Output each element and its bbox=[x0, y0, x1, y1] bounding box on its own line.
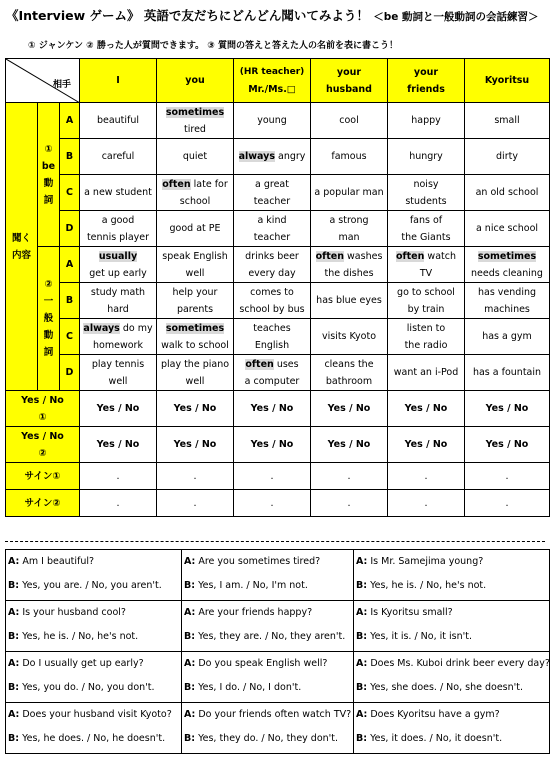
signature-cell[interactable]: . bbox=[157, 490, 234, 517]
worksheet-header bbox=[0, 0, 553, 58]
signature-label: サイン② bbox=[6, 490, 80, 517]
dialogue-cell bbox=[6, 550, 182, 601]
general-verb-group bbox=[38, 247, 60, 391]
column-header-line1: you bbox=[185, 75, 205, 86]
cell-text: drinks beer every day bbox=[245, 250, 299, 279]
dialogue-answer bbox=[184, 580, 351, 591]
signature-cell[interactable]: . bbox=[311, 490, 388, 517]
be-row bbox=[6, 175, 550, 211]
title-main: 《Interview ゲーム》 英語で友だちにどんどん聞いてみよう！ bbox=[6, 8, 369, 23]
answer-text: Yes, you are. / No, you aren't. bbox=[22, 580, 162, 591]
row-letter: B bbox=[60, 139, 80, 175]
answer-cell bbox=[311, 103, 388, 139]
answer-cell bbox=[388, 103, 465, 139]
cell-text: help your parents bbox=[172, 286, 218, 315]
speaker-b: B: bbox=[8, 580, 20, 591]
cell-text: dirty bbox=[496, 151, 518, 162]
dialogue-table bbox=[5, 549, 550, 754]
answer-cell bbox=[465, 319, 550, 355]
answer-cell bbox=[311, 175, 388, 211]
dialogue-cell bbox=[182, 703, 354, 754]
column-header-line2: husband bbox=[326, 83, 372, 95]
question-text: Do you speak English well? bbox=[198, 658, 328, 669]
cell-text: quiet bbox=[182, 151, 208, 162]
dialogue-answer bbox=[8, 631, 179, 642]
answer-text: Yes, he does. / No, he doesn't. bbox=[22, 733, 166, 744]
dialogue-question bbox=[184, 607, 351, 618]
cell-text: watch TV bbox=[419, 250, 456, 279]
dialogue-question bbox=[356, 658, 550, 669]
cell-text: play the piano well bbox=[160, 358, 230, 387]
cell-text: play tennis well bbox=[91, 358, 145, 387]
speaker-b: B: bbox=[184, 631, 196, 642]
row-letter: A bbox=[60, 103, 80, 139]
answer-cell bbox=[157, 103, 234, 139]
row-letter: A bbox=[60, 247, 80, 283]
dialogue-cell bbox=[182, 550, 354, 601]
question-text: Are you sometimes tired? bbox=[198, 556, 321, 567]
cell-text: careful bbox=[101, 151, 135, 162]
answer-cell bbox=[311, 211, 388, 247]
answer-text: Yes, you do. / No, you don't. bbox=[22, 682, 155, 693]
cell-text: fans of the Giants bbox=[401, 214, 451, 243]
cell-text: famous bbox=[331, 151, 367, 162]
be-row bbox=[6, 211, 550, 247]
answer-cell bbox=[388, 355, 465, 391]
frequency-adverb: sometimes bbox=[165, 322, 225, 334]
column-header-line2: friends bbox=[407, 83, 445, 95]
speaker-b: B: bbox=[8, 682, 20, 693]
worksheet-title bbox=[6, 6, 539, 24]
speaker-b: B: bbox=[356, 580, 368, 591]
ippan-row bbox=[6, 247, 550, 283]
dialogue-question bbox=[356, 709, 547, 720]
answer-text: Yes, they do. / No, they don't. bbox=[198, 733, 339, 744]
answer-cell bbox=[465, 103, 550, 139]
question-text: Is Mr. Samejima young? bbox=[370, 556, 484, 567]
cell-text: comes to school by bus bbox=[239, 286, 305, 315]
question-text: Do your friends often watch TV? bbox=[198, 709, 352, 720]
cell-text: has a fountain bbox=[472, 367, 542, 378]
ippan-row bbox=[6, 283, 550, 319]
signature-cell[interactable]: . bbox=[80, 490, 157, 517]
signature-cell[interactable]: . bbox=[234, 463, 311, 490]
answer-cell bbox=[388, 175, 465, 211]
answer-text: Yes, it is. / No, it isn't. bbox=[370, 631, 472, 642]
cell-text: teaches English bbox=[253, 322, 291, 351]
answer-cell bbox=[80, 247, 157, 283]
cell-text: late for school bbox=[179, 178, 228, 207]
cell-text: small bbox=[494, 115, 520, 126]
answer-cell bbox=[465, 139, 550, 175]
yes-no-cell: Yes / No bbox=[311, 427, 388, 463]
frequency-adverb: sometimes bbox=[477, 250, 537, 262]
header-row bbox=[6, 59, 550, 103]
dialogue-cell bbox=[6, 601, 182, 652]
answer-text: Yes, it does. / No, it doesn't. bbox=[370, 733, 503, 744]
answer-cell bbox=[234, 247, 311, 283]
column-header bbox=[388, 59, 465, 103]
dialogue-question bbox=[8, 556, 179, 567]
answer-cell bbox=[388, 211, 465, 247]
answer-cell bbox=[388, 247, 465, 283]
be-row bbox=[6, 103, 550, 139]
speaker-b: B: bbox=[356, 682, 368, 693]
category-label bbox=[6, 103, 38, 391]
yes-no-cell: Yes / No bbox=[388, 427, 465, 463]
cell-text: go to school by train bbox=[397, 286, 455, 315]
answer-cell bbox=[80, 211, 157, 247]
answer-cell bbox=[157, 319, 234, 355]
yes-no-cell: Yes / No bbox=[465, 427, 550, 463]
answer-cell bbox=[157, 211, 234, 247]
answer-cell bbox=[311, 139, 388, 175]
frequency-adverb: often bbox=[245, 358, 274, 370]
row-letter: C bbox=[60, 175, 80, 211]
answer-text: Yes, he is. / No, he's not. bbox=[22, 631, 139, 642]
cell-text: listen to the radio bbox=[404, 322, 448, 351]
frequency-adverb: often bbox=[315, 250, 345, 262]
cell-text: walk to school bbox=[161, 339, 229, 351]
question-text: Are your friends happy? bbox=[198, 607, 313, 618]
dialogue-question bbox=[8, 709, 179, 720]
question-text: Do I usually get up early? bbox=[22, 658, 144, 669]
speaker-a: A: bbox=[8, 709, 20, 720]
dialogue-question bbox=[8, 607, 179, 618]
answer-cell bbox=[234, 139, 311, 175]
frequency-adverb: always bbox=[83, 322, 120, 334]
signature-cell[interactable]: . bbox=[388, 490, 465, 517]
title-subtitle: ＜be 動詞と一般動詞の会話練習＞ bbox=[373, 11, 539, 23]
dialogue-answer bbox=[8, 580, 179, 591]
speaker-b: B: bbox=[8, 733, 20, 744]
speaker-b: B: bbox=[356, 631, 368, 642]
dialogue-question bbox=[8, 658, 179, 669]
speaker-a: A: bbox=[356, 709, 368, 720]
column-header bbox=[465, 59, 550, 103]
answer-cell bbox=[388, 283, 465, 319]
speaker-b: B: bbox=[184, 580, 196, 591]
dialogue-answer bbox=[184, 682, 351, 693]
dialogue-question bbox=[184, 709, 351, 720]
speaker-a: A: bbox=[184, 658, 196, 669]
frequency-adverb: always bbox=[238, 151, 275, 162]
dialogue-answer bbox=[184, 733, 351, 744]
answer-text: Yes, they are. / No, they aren't. bbox=[198, 631, 346, 642]
group-label-text: ① be 動 詞 bbox=[41, 143, 56, 206]
dialogue-cell bbox=[6, 652, 182, 703]
row-letter: C bbox=[60, 319, 80, 355]
yes-no-cell: Yes / No bbox=[157, 427, 234, 463]
cell-text: tired bbox=[184, 123, 206, 135]
question-text: Does Kyoritsu have a gym? bbox=[370, 709, 500, 720]
yes-no-row bbox=[6, 391, 550, 427]
group-label-text: ② 一 般 動 詞 bbox=[43, 279, 54, 358]
answer-cell bbox=[80, 139, 157, 175]
yes-no-label bbox=[6, 427, 80, 463]
yes-no-cell: Yes / No bbox=[311, 391, 388, 427]
row-letter: D bbox=[60, 211, 80, 247]
dialogue-cell bbox=[354, 703, 550, 754]
column-header-line1: your bbox=[336, 66, 362, 78]
cell-text: has a gym bbox=[482, 331, 532, 342]
answer-cell bbox=[234, 283, 311, 319]
yes-no-cell: Yes / No bbox=[157, 391, 234, 427]
yes-no-cell: Yes / No bbox=[465, 391, 550, 427]
answer-text: Yes, I am. / No, I'm not. bbox=[198, 580, 308, 591]
column-header-line1: (HR teacher) bbox=[239, 67, 305, 77]
dialogue-cell bbox=[354, 601, 550, 652]
yes-no-cell: Yes / No bbox=[388, 391, 465, 427]
question-text: Is Kyoritsu small? bbox=[370, 607, 453, 618]
dialogue-cell bbox=[6, 703, 182, 754]
speaker-b: B: bbox=[356, 733, 368, 744]
answer-cell bbox=[311, 283, 388, 319]
speaker-a: A: bbox=[356, 556, 368, 567]
answer-cell bbox=[311, 319, 388, 355]
signature-cell[interactable]: . bbox=[157, 463, 234, 490]
dialogue-cell bbox=[354, 550, 550, 601]
cell-text: angry bbox=[275, 151, 306, 162]
answer-cell bbox=[465, 175, 550, 211]
speaker-a: A: bbox=[184, 709, 196, 720]
answer-cell bbox=[234, 103, 311, 139]
cell-text: needs cleaning bbox=[471, 267, 543, 279]
speaker-a: A: bbox=[356, 658, 368, 669]
signature-row bbox=[6, 490, 550, 517]
answer-text: Yes, she does. / No, she doesn't. bbox=[370, 682, 523, 693]
signature-cell[interactable]: . bbox=[388, 463, 465, 490]
dialogue-cell bbox=[182, 601, 354, 652]
yes-no-cell: Yes / No bbox=[234, 391, 311, 427]
speaker-a: A: bbox=[8, 607, 20, 618]
signature-row bbox=[6, 463, 550, 490]
speaker-b: B: bbox=[184, 733, 196, 744]
speaker-a: A: bbox=[184, 607, 196, 618]
speaker-a: A: bbox=[8, 556, 20, 567]
column-header-line2: Mr./Ms.□ bbox=[248, 84, 296, 95]
answer-cell bbox=[311, 355, 388, 391]
answer-cell bbox=[465, 247, 550, 283]
answer-cell bbox=[234, 355, 311, 391]
cell-text: a popular man bbox=[314, 187, 384, 198]
column-header bbox=[157, 59, 234, 103]
answer-cell bbox=[388, 139, 465, 175]
cell-text: has blue eyes bbox=[316, 295, 382, 306]
answer-text: Yes, he is. / No, he's not. bbox=[370, 580, 487, 591]
yes-no-cell: Yes / No bbox=[80, 427, 157, 463]
signature-cell[interactable]: . bbox=[465, 463, 550, 490]
be-verb-group bbox=[38, 103, 60, 247]
speaker-a: A: bbox=[8, 658, 20, 669]
answer-cell bbox=[157, 247, 234, 283]
cell-text: cool bbox=[339, 115, 359, 126]
cell-text: cleans the bathroom bbox=[324, 358, 374, 387]
signature-label: サイン① bbox=[6, 463, 80, 490]
column-header-line1: I bbox=[116, 75, 120, 86]
answer-cell bbox=[234, 319, 311, 355]
cell-text: get up early bbox=[89, 267, 147, 279]
dialogue-answer bbox=[184, 631, 351, 642]
dialogue-answer bbox=[356, 580, 547, 591]
cell-text: study math hard bbox=[90, 286, 146, 315]
be-row bbox=[6, 139, 550, 175]
yes-no-cell: Yes / No bbox=[234, 427, 311, 463]
corner-label: 相手 bbox=[52, 80, 71, 90]
answer-cell bbox=[80, 355, 157, 391]
signature-cell[interactable]: . bbox=[234, 490, 311, 517]
answer-cell bbox=[234, 211, 311, 247]
dialogue-answer bbox=[8, 733, 179, 744]
question-text: Does your husband visit Kyoto? bbox=[22, 709, 172, 720]
category-label-text: 聞く 内容 bbox=[11, 232, 31, 261]
cut-line bbox=[5, 541, 545, 542]
corner-cell bbox=[6, 59, 80, 103]
row-letter: D bbox=[60, 355, 80, 391]
answer-cell bbox=[157, 283, 234, 319]
cell-text: a strong man bbox=[329, 214, 369, 243]
answer-cell bbox=[465, 355, 550, 391]
answer-cell bbox=[80, 103, 157, 139]
dialogue-row bbox=[6, 601, 550, 652]
dialogue-cell bbox=[182, 652, 354, 703]
yes-no-row bbox=[6, 427, 550, 463]
signature-cell[interactable]: . bbox=[80, 463, 157, 490]
cell-text: speak English well bbox=[162, 250, 228, 279]
cell-text: want an i-Pod bbox=[393, 367, 459, 378]
cell-text: an old school bbox=[475, 187, 539, 198]
dialogue-question bbox=[356, 556, 547, 567]
cell-text: uses a computer bbox=[244, 358, 300, 387]
answer-cell bbox=[80, 283, 157, 319]
dialogue-question bbox=[184, 556, 351, 567]
dialogue-row bbox=[6, 703, 550, 754]
frequency-adverb: usually bbox=[98, 250, 138, 262]
dialogue-cell bbox=[354, 652, 550, 703]
column-header-line1: Kyoritsu bbox=[484, 75, 530, 86]
question-text: Am I beautiful? bbox=[22, 556, 95, 567]
dialogue-question bbox=[184, 658, 351, 669]
cell-text: young bbox=[257, 115, 287, 126]
yes-no-cell: Yes / No bbox=[80, 391, 157, 427]
cell-text: happy bbox=[411, 115, 441, 126]
dialogue-answer bbox=[356, 733, 547, 744]
dialogue-row bbox=[6, 550, 550, 601]
speaker-b: B: bbox=[184, 682, 196, 693]
cell-text: a great teacher bbox=[253, 178, 291, 207]
question-text: Is your husband cool? bbox=[22, 607, 126, 618]
answer-cell bbox=[80, 319, 157, 355]
signature-cell[interactable]: . bbox=[311, 463, 388, 490]
dialogue-answer bbox=[356, 682, 547, 693]
answer-text: Yes, I do. / No, I don't. bbox=[198, 682, 302, 693]
dialogue-question bbox=[356, 607, 547, 618]
dialogue-row bbox=[6, 652, 550, 703]
answer-cell bbox=[157, 139, 234, 175]
frequency-adverb: sometimes bbox=[165, 106, 225, 118]
yes-no-label-text: Yes / No ① bbox=[21, 394, 64, 423]
frequency-adverb: often bbox=[395, 250, 425, 262]
cell-text: visits Kyoto bbox=[321, 331, 377, 342]
speaker-a: A: bbox=[356, 607, 368, 618]
speaker-a: A: bbox=[184, 556, 196, 567]
cell-text: has vending machines bbox=[477, 286, 537, 315]
answer-cell bbox=[311, 247, 388, 283]
frequency-adverb: often bbox=[162, 178, 191, 190]
answer-cell bbox=[157, 355, 234, 391]
cell-text: noisy students bbox=[405, 178, 447, 207]
cell-text: hungry bbox=[409, 151, 443, 162]
column-header bbox=[234, 59, 311, 103]
speaker-b: B: bbox=[8, 631, 20, 642]
ippan-row bbox=[6, 355, 550, 391]
cell-text: a kind teacher bbox=[253, 214, 291, 243]
dialogue-answer bbox=[8, 682, 179, 693]
cell-text: a new student bbox=[84, 187, 152, 198]
yes-no-label-text: Yes / No ② bbox=[21, 430, 64, 459]
interview-grid bbox=[5, 58, 550, 517]
question-text: Does Ms. Kuboi drink beer every day? bbox=[370, 658, 550, 669]
yes-no-label bbox=[6, 391, 80, 427]
cell-text: a nice school bbox=[475, 223, 539, 234]
answer-cell bbox=[234, 175, 311, 211]
signature-cell[interactable]: . bbox=[465, 490, 550, 517]
cell-text: a good tennis player bbox=[86, 214, 150, 243]
answer-cell bbox=[465, 211, 550, 247]
column-header bbox=[80, 59, 157, 103]
row-letter: B bbox=[60, 283, 80, 319]
answer-cell bbox=[465, 283, 550, 319]
column-header bbox=[311, 59, 388, 103]
cell-text: do my homework bbox=[93, 322, 153, 351]
dialogue-answer bbox=[356, 631, 547, 642]
cell-text: beautiful bbox=[96, 115, 140, 126]
column-header-line1: your bbox=[413, 66, 439, 78]
instructions: ① ジャンケン ② 勝った人が質問できます。 ③ 質問の答えと答えた人の名前を表に書こう！ bbox=[28, 41, 398, 51]
answer-cell bbox=[157, 175, 234, 211]
answer-cell bbox=[388, 319, 465, 355]
cell-text: good at PE bbox=[169, 223, 221, 234]
ippan-row bbox=[6, 319, 550, 355]
cell-text: washes the dishes bbox=[324, 250, 383, 279]
answer-cell bbox=[80, 175, 157, 211]
